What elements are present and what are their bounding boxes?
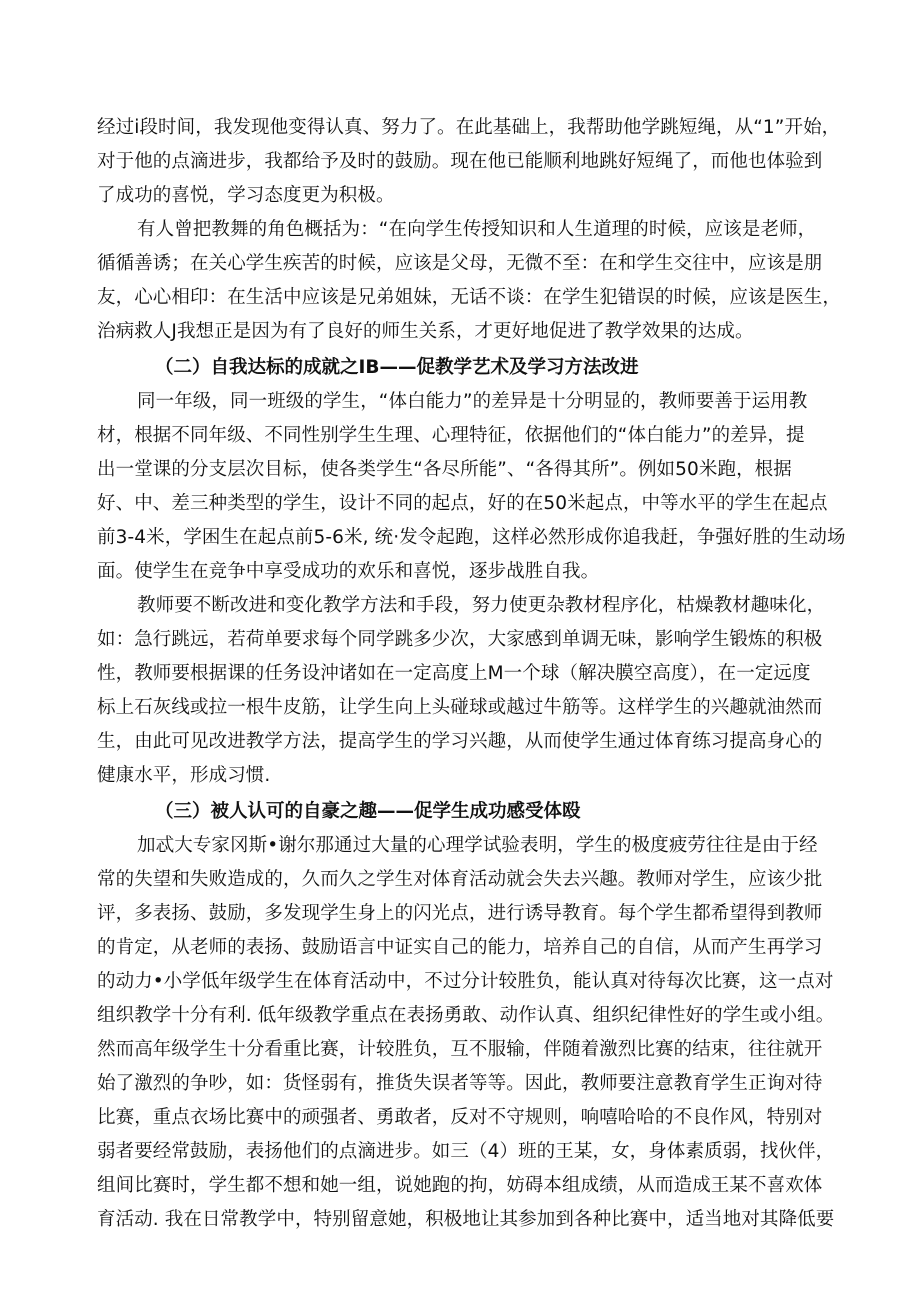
paragraph-line: 标上石灰线或拉一根牛皮筋，让学生向上头碰球或越过牛筋等。这样学生的兴趣就油然而 [97, 697, 823, 718]
section-heading-2: （二）自我达标的成就之IB——促教学艺术及学习方法改进 [155, 357, 639, 378]
paragraph-line: 性，教师要根据课的任务设沖诸如在一定高度上M一个球（解决膜空高度），在一定远度 [97, 663, 811, 684]
paragraph-line: 健康水平，形成习惯. [97, 765, 271, 786]
paragraph-line: 的肯定，从老师的表扬、鼓励语言中证实自己的能力，培养自己的自信，从而产生再学习 [97, 937, 823, 958]
paragraph-line: 有人曾把教舞的角色概括为：“在向学生传授知识和人生道理的时候，应该是老师， [137, 219, 817, 240]
paragraph-line: 加忒大专家冈斯•谢尔那通过大量的心理学试验表明，学生的极度疲劳往往是由于经 [137, 835, 818, 856]
paragraph-line: 评，多表扬、鼓励，多发现学生身上的闪光点，进行诱导教育。每个学生都希望得到教师 [97, 903, 823, 924]
paragraph-line: 组间比赛时，学生都不想和她一组，说她跑的拘，妨碍本组成绩，从而造成王某不喜欢体 [97, 1175, 823, 1196]
paragraph-line: 好、中、差三种类型的学生，设计不同的起点，好的在50米起点，中等水平的学生在起点 [97, 493, 828, 514]
paragraph-line: 的动力•小学低年级学生在体育活动中，不过分计较胜负，能认真对待每次比赛，这一点对 [97, 971, 834, 992]
paragraph-line: 生，由此可见改进教学方法，提高学生的学习兴趣，从而使学生通过体育练习提高身心的 [97, 731, 823, 752]
paragraph-line: 经过i段时间，我发现他变得认真、努力了。在此基础上，我帮助他学跳短绳，从“1”开始， [97, 117, 841, 138]
paragraph-line: 常的失望和失败造成的，久而久之学生对体育活动就会失去兴趣。教师对学生，应该少批 [97, 869, 823, 890]
paragraph-line: 友，心心相印：在生活中应该是兄弟姐妹，无话不谈：在学生犯错误的时候，应该是医生， [97, 287, 842, 308]
paragraph-line: 弱者要经常鼓励，表扬他们的点滴进步。如三（4）班的王某，女，身体素质弱，找伙伴， [97, 1141, 835, 1162]
paragraph-line: 比赛，重点衣场比赛中的顽强者、勇敢者，反对不守规则，响嘻哈哈的不良作风，特别对 [97, 1107, 823, 1128]
paragraph-line: 对于他的点滴进步，我都给予及时的鼓励。现在他已能顺利地跳好短绳了，而他也体验到 [97, 151, 823, 172]
section-heading-3: （三）被人认可的自豪之趣——促学生成功感受体殴 [155, 801, 581, 822]
paragraph-line: 治病救人J我想正是因为有了良好的师生关系，才更好地促进了教学效果的达成。 [97, 321, 754, 342]
paragraph-line: 育活动. 我在日常教学中，特别留意她，积极地让其参加到各种比赛中，适当地对其降低要 [97, 1209, 835, 1230]
paragraph-line: 如：急行跳远，若荷单要求每个同学跳多少次，大家感到单调无味，影响学生锻炼的积极 [97, 629, 823, 650]
paragraph-line: 出一堂课的分支层次目标，使各类学生“各尽所能”、“各得其所”。例如50米跑，根据 [97, 459, 792, 480]
paragraph-line: 前3-4米，学困生在起点前5-6米, 统·发令起跑，这样必然形成你追我赶，争强好胜的生动场 [97, 527, 846, 548]
paragraph-line: 然而高年级学生十分看重比赛，计较胜负，互不服输，伴随着激烈比赛的结束，往往就开 [97, 1039, 823, 1060]
paragraph-line: 面。使学生在竞争中享受成功的欢乐和喜悦，逐步战胜自我。 [97, 561, 600, 582]
paragraph-line: 组织教学十分有利. 低年级教学重点在表扬勇敢、动作认真、组织纪律性好的学生或小组。 [97, 1005, 835, 1026]
paragraph-line: 材，根据不同年级、不同性别学生生理、心理特征，依据他们的“体白能力”的差异，提 [97, 425, 805, 446]
paragraph-line: 了成功的喜悦，学习态度更为积极。 [97, 185, 395, 206]
paragraph-line: 同一年级，同一班级的学生，“体白能力”的差异是十分明显的，教师要善于运用教 [137, 391, 808, 412]
paragraph-line: 始了激烈的争吵，如：货怪弱有，推货失误者等等。因此，教师要注意教育学生正询对待 [97, 1073, 823, 1094]
paragraph-line: 循循善诱；在关心学生疾苦的时候，应该是父母，无微不至：在和学生交往中，应该是朋 [97, 253, 823, 274]
paragraph-line: 教师要不断改进和变化教学方法和手段，努力使更杂教材程序化，枯燥教材趣味化， [137, 595, 826, 616]
